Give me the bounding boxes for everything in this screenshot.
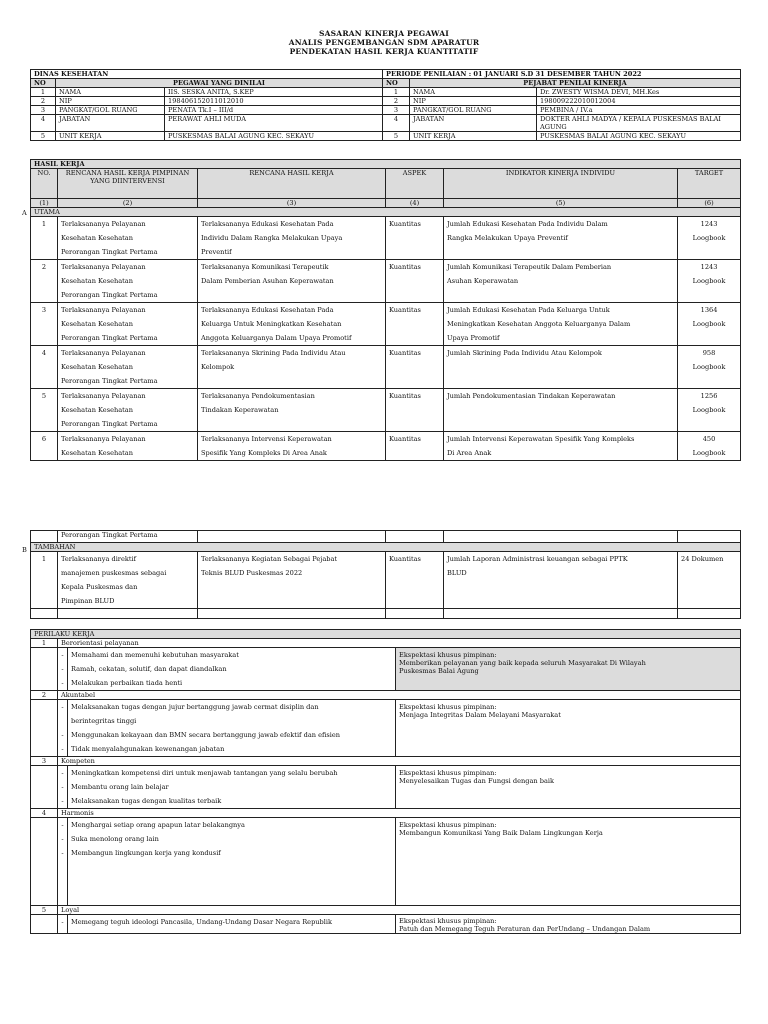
doc-subtitle-2: PENDEKATAN HASIL KERJA KUANTITATIF [289, 47, 479, 56]
aspek-cell: Kuantitas [386, 260, 444, 303]
col-rhk: RENCANA HASIL KERJA [198, 169, 386, 199]
row-right-value: PUSKESMAS BALAI AGUNG KEC. SEKAYU [537, 132, 741, 141]
iki-cell: Jumlah Edukasi Kesehatan Pada Keluarga Untuk Meningkatkan Kesehatan Anggota Keluarganya Dalam Upaya Promotif [444, 303, 678, 346]
expectation-cell: Ekspektasi khusus pimpinan: Menjaga Integritas Dalam Melayani Masyarakat [396, 700, 741, 757]
row-no: 1 [31, 88, 56, 97]
col-index: (6) [678, 199, 741, 208]
row-label: NIP [56, 97, 165, 106]
row-no: 1 [383, 88, 410, 97]
rhk-cell: Terlaksananya Intervensi Keperawatan Spesifik Yang Kompleks Di Area Anak [198, 432, 386, 461]
target-cell: 1364 Loogbook [678, 303, 741, 346]
col-index: (5) [444, 199, 678, 208]
row-no: 3 [31, 303, 58, 346]
rhk-pimpinan-cell: Terlaksananya Pelayanan Kesehatan Kesehatan Perorangan Tingkat Pertama [58, 346, 198, 389]
row-label: NIP [410, 97, 537, 106]
aspek-cell: Kuantitas [386, 432, 444, 461]
target-cell: 958 Loogbook [678, 346, 741, 389]
doc-title: SASARAN KINERJA PEGAWAI [319, 29, 449, 38]
col-iki: INDIKATOR KINERJA INDIVIDU [444, 169, 678, 199]
rhk-cell: Terlaksananya Skrining Pada Individu Atau Kelompok [198, 346, 386, 389]
rhk-cell: Terlaksananya Kegiatan Sebagai Pejabat Teknis BLUD Puskesmas 2022 [198, 552, 386, 609]
row-label: PANGKAT/GOL RUANG [410, 106, 537, 115]
hasil-kerja-table-continued [30, 530, 741, 619]
col-no: NO [31, 79, 56, 88]
row-no: 5 [31, 132, 56, 141]
identity-row [31, 97, 741, 106]
behavior-points: Meningkatkan kompetensi diri untuk menjawab tantangan yang selalu berubah Membantu orang lain belajar Melaksanakan tugas dengan kualitas terbaik [68, 766, 396, 809]
row-left-value: PENATA Tk.I – III/d [165, 106, 383, 115]
identity-row [31, 115, 741, 132]
col-no: NO [383, 79, 410, 88]
identity-row [31, 132, 741, 141]
row-label: PANGKAT/GOL RUANG [56, 106, 165, 115]
iki-cell: Jumlah Komunikasi Terapeutik Dalam Pemberian Asuhan Keperawatan [444, 260, 678, 303]
bullet: - - - [58, 648, 68, 691]
row-label: NAMA [410, 88, 537, 97]
behavior-row [31, 915, 741, 934]
col-index: (3) [198, 199, 386, 208]
iki-cell: Jumlah Intervensi Keperawatan Spesifik Yang Kompleks Di Area Anak [444, 432, 678, 461]
behavior-row [31, 766, 741, 809]
section-utama: UTAMA [31, 208, 741, 217]
rhk-cell: Terlaksananya Edukasi Kesehatan Pada Keluarga Untuk Meningkatkan Kesehatan Anggota Keluarganya Dalam Upaya Promotif [198, 303, 386, 346]
table-row [31, 389, 741, 432]
col-no: NO. [31, 169, 58, 199]
table-row [31, 346, 741, 389]
bullet: - - - [58, 700, 68, 757]
identity-row [31, 106, 741, 115]
row-no: 2 [31, 260, 58, 303]
rhk-pimpinan-cell: Terlaksananya Pelayanan Kesehatan Kesehatan Perorangan Tingkat Pertama [58, 303, 198, 346]
rhk-pimpinan-cell: Terlaksananya direktif manajemen puskesmas sebagai Kepala Puskesmas dan Pimpinan BLUD [58, 552, 198, 609]
behavior-points: Memegang teguh ideologi Pancasila, Undang-Undang Dasar Negara Republik [68, 915, 396, 934]
expectation-cell: Ekspektasi khusus pimpinan: Menyelesaikan Tugas dan Fungsi dengan baik [396, 766, 741, 809]
hasil-kerja-table [30, 159, 741, 461]
row-left-value: 198406152011012010 [165, 97, 383, 106]
bullet: - - - [58, 766, 68, 809]
row-right-value: Dr. ZWESTY WISMA DEVI, MH.Kes [537, 88, 741, 97]
row-left-value: IIS. SESKA ANITA, S.KEP [165, 88, 383, 97]
table-row [31, 303, 741, 346]
section-tambahan: TAMBAHAN [31, 543, 741, 552]
row-right-value: 198009222010012004 [537, 97, 741, 106]
row-no: 4 [31, 346, 58, 389]
rhk-pimpinan-cell: Terlaksananya Pelayanan Kesehatan Kesehatan [58, 432, 198, 461]
table-row [31, 432, 741, 461]
behavior-title: Loyal [58, 906, 741, 915]
doc-subtitle: ANALIS PENGEMBANGAN SDM APARATUR [288, 38, 480, 47]
rhk-cell: Terlaksananya Edukasi Kesehatan Pada Individu Dalam Rangka Melakukan Upaya Preventif [198, 217, 386, 260]
aspek-cell: Kuantitas [386, 217, 444, 260]
col-index: (4) [386, 199, 444, 208]
right-heading: PEJABAT PENILAI KINERJA [410, 79, 741, 88]
unit-name: DINAS KESEHATAN [31, 70, 383, 79]
row-no: 3 [31, 106, 56, 115]
row-no: 4 [383, 115, 410, 132]
row-no: 3 [383, 106, 410, 115]
period: PERIODE PENILAIAN : 01 JANUARI S.D 31 DESEMBER TAHUN 2022 [383, 70, 741, 79]
table-row [31, 217, 741, 260]
bullet: - [58, 915, 68, 934]
aspek-cell: Kuantitas [386, 303, 444, 346]
row-no: 1 [31, 217, 58, 260]
col-target: TARGET [678, 169, 741, 199]
aspek-cell: Kuantitas [386, 389, 444, 432]
row-label: NAMA [56, 88, 165, 97]
row-no: 4 [31, 809, 58, 818]
row-no: 1 [31, 639, 58, 648]
row-label: JABATAN [410, 115, 537, 132]
expectation-cell: Ekspektasi khusus pimpinan: Membangun Komunikasi Yang Baik Dalam Lingkungan Kerja [396, 818, 741, 906]
section-letter-b: B [22, 546, 27, 554]
row-label: UNIT KERJA [410, 132, 537, 141]
table-row [31, 552, 741, 609]
behavior-title: Harmonis [58, 809, 741, 818]
row-no: 6 [31, 432, 58, 461]
behavior-title: Kompeten [58, 757, 741, 766]
col-index: (1) [31, 199, 58, 208]
perilaku-kerja-table [30, 629, 741, 934]
rhk-cell: Terlaksananya Komunikasi Terapeutik Dalam Pemberian Asuhan Keperawatan [198, 260, 386, 303]
row-no: 5 [31, 389, 58, 432]
col-index: (2) [58, 199, 198, 208]
table-row [31, 531, 741, 543]
target-cell: 1243 Loogbook [678, 217, 741, 260]
aspek-cell: Kuantitas [386, 552, 444, 609]
col-rhk-pimpinan: RENCANA HASIL KERJA PIMPINAN YANG DIINTERVENSI [58, 169, 198, 199]
identity-table [30, 69, 741, 141]
target-cell: 24 Dokumen [678, 552, 741, 609]
section-perilaku-kerja: PERILAKU KERJA [31, 630, 741, 639]
target-cell: 1243 Loogbook [678, 260, 741, 303]
row-left-value: PERAWAT AHLI MUDA [165, 115, 383, 132]
target-cell: 450 Loogbook [678, 432, 741, 461]
row-no: 2 [383, 97, 410, 106]
behavior-title: Berorientasi pelayanan [58, 639, 741, 648]
row-left-value: PUSKESMAS BALAI AGUNG KEC. SEKAYU [165, 132, 383, 141]
table-row [31, 260, 741, 303]
row-label: UNIT KERJA [56, 132, 165, 141]
aspek-cell: Kuantitas [386, 346, 444, 389]
iki-cell: Jumlah Edukasi Kesehatan Pada Individu Dalam Rangka Melakukan Upaya Preventif [444, 217, 678, 260]
row-right-value: DOKTER AHLI MADYA / KEPALA PUSKESMAS BALAI AGUNG [537, 115, 741, 132]
row-label: JABATAN [56, 115, 165, 132]
bullet: - - - [58, 818, 68, 906]
row-no: 5 [31, 906, 58, 915]
rhk-pimpinan-cell: Terlaksananya Pelayanan Kesehatan Kesehatan Perorangan Tingkat Pertama [58, 217, 198, 260]
behavior-points: Menghargai setiap orang apapun latar belakangnya Suka menolong orang lain Membangun lingkungan kerja yang kondusif [68, 818, 396, 906]
expectation-cell: Ekspektasi khusus pimpinan: Memberikan pelayanan yang baik kepada seluruh Masyarakat Di Wilayah Puskesmas Balai Agung [396, 648, 741, 691]
row-no: 1 [31, 552, 58, 609]
rhk-cell: Terlaksananya Pendokumentasian Tindakan Keperawatan [198, 389, 386, 432]
behavior-title: Akuntabel [58, 691, 741, 700]
rhk-pimpinan-cell: Terlaksananya Pelayanan Kesehatan Kesehatan Perorangan Tingkat Pertama [58, 389, 198, 432]
behavior-points: Memahami dan memenuhi kebutuhan masyarakat Ramah, cekatan, solutif, dan dapat diandalkan Melakukan perbaikan tiada henti [68, 648, 396, 691]
iki-cell: Jumlah Pendokumentasian Tindakan Keperawatan [444, 389, 678, 432]
iki-cell: Jumlah Skrining Pada Individu Atau Kelompok [444, 346, 678, 389]
behavior-row [31, 818, 741, 906]
section-hasil-kerja: HASIL KERJA [31, 160, 741, 169]
identity-row [31, 88, 741, 97]
expectation-cell: Ekspektasi khusus pimpinan: Patuh dan Memegang Teguh Peraturan dan PerUndang – Undangan Dalam [396, 915, 741, 934]
row-no: 5 [383, 132, 410, 141]
row-no: 2 [31, 97, 56, 106]
left-heading: PEGAWAI YANG DINILAI [56, 79, 383, 88]
row-no: 4 [31, 115, 56, 132]
row-right-value: PEMBINA / IV.a [537, 106, 741, 115]
rhk-pimpinan-cell: Perorangan Tingkat Pertama [58, 531, 198, 543]
col-aspek: ASPEK [386, 169, 444, 199]
rhk-pimpinan-cell: Terlaksananya Pelayanan Kesehatan Kesehatan Perorangan Tingkat Pertama [58, 260, 198, 303]
behavior-row [31, 648, 741, 691]
behavior-row [31, 700, 741, 757]
iki-cell: Jumlah Laporan Administrasi keuangan sebagai PPTK BLUD [444, 552, 678, 609]
behavior-points: Melaksanakan tugas dengan jujur bertanggung jawab cermat disiplin dan berintegritas tinggi Menggunakan kekayaan dan BMN secara bertanggung jawab efektif dan efisien Tidak menyalahgunakan kewenangan jabatan [68, 700, 396, 757]
target-cell: 1256 Loogbook [678, 389, 741, 432]
row-no: 2 [31, 691, 58, 700]
row-no: 3 [31, 757, 58, 766]
section-letter-a: A [22, 209, 27, 217]
